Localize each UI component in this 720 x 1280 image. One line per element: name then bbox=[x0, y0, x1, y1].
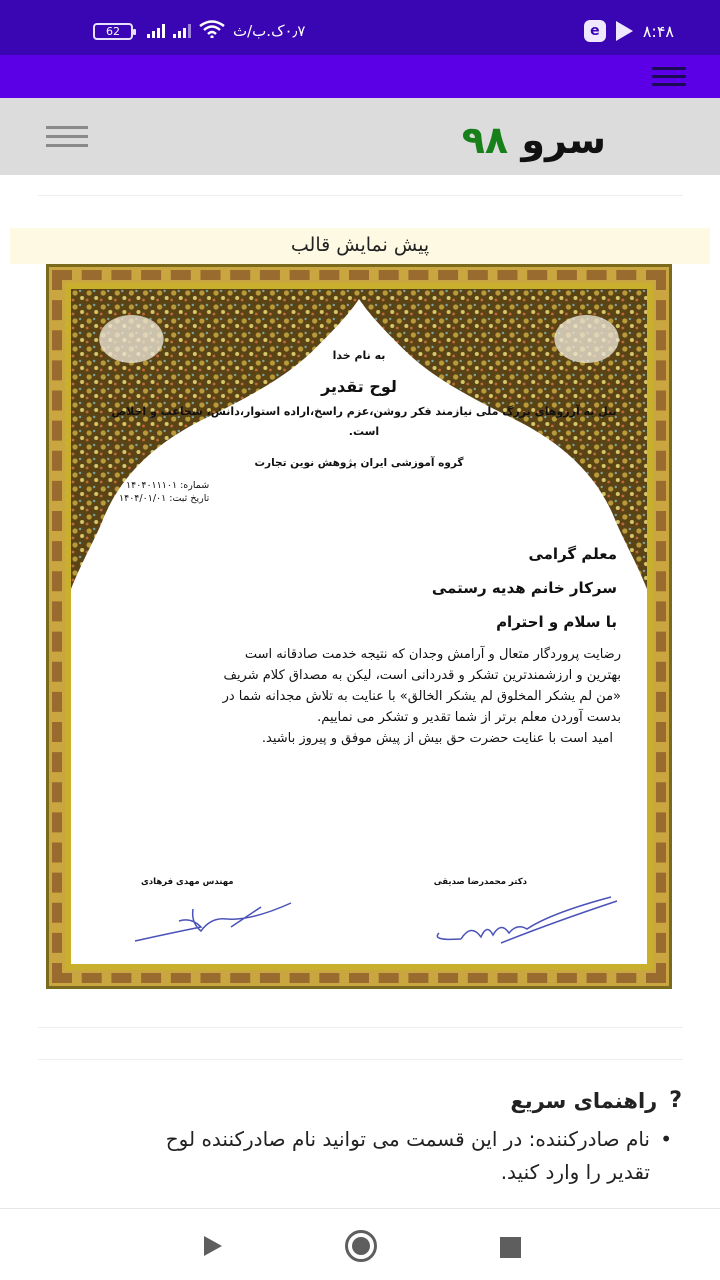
network-speed: ۰٫۷ک.ب/ث bbox=[233, 22, 306, 40]
system-nav-bar bbox=[0, 1208, 720, 1280]
preview-heading: پیش نمایش قالب bbox=[10, 228, 710, 264]
number-value: ۱۴۰۴۰۱۱۱۰۱ bbox=[126, 480, 178, 491]
date-label: تاریخ ثبت: bbox=[169, 493, 210, 504]
recents-icon[interactable] bbox=[500, 1237, 521, 1258]
certificate-body bbox=[93, 644, 621, 749]
certificate-frame bbox=[46, 264, 672, 989]
clock: ۸:۴۸ bbox=[642, 21, 674, 41]
help-title bbox=[42, 1088, 682, 1113]
certificate-motto: نیل به آرزوهای بزرگ ملی نیازمند فکر روشن،عزم راسخ،اراده استوار،دانش، شجاعت و اخلاص است. bbox=[111, 405, 617, 438]
divider bbox=[38, 195, 683, 196]
battery-level: 62 bbox=[106, 24, 120, 38]
greeting-line-3: با سلام و احترام bbox=[496, 613, 617, 631]
body-line: رضایت پروردگار متعال و آرامش وجدان که نتیجه خدمت صادقانه است bbox=[244, 647, 621, 662]
signer-left-name: مهندس مهدی فرهادی bbox=[141, 877, 234, 887]
certificate-paper bbox=[65, 283, 653, 970]
app-icon: e bbox=[584, 20, 606, 42]
recipient-name: سرکار خانم هدیه رستمی bbox=[431, 579, 617, 597]
signal-icon bbox=[173, 24, 191, 38]
body-line: «من لم یشکر المخلوق لم یشکر الخالق» با عنایت به تلاش مجدانه شما در bbox=[222, 689, 621, 704]
logo-number: ۹۸ bbox=[461, 118, 509, 162]
signal-icon bbox=[147, 24, 165, 38]
signature-left bbox=[131, 897, 301, 947]
home-icon[interactable] bbox=[345, 1230, 377, 1262]
signer-right-name: دکتر محمدرضا صدیقی bbox=[433, 877, 527, 887]
site-menu-icon[interactable] bbox=[46, 126, 88, 148]
signature-right bbox=[431, 893, 621, 953]
menu-icon[interactable] bbox=[652, 67, 686, 87]
back-icon[interactable] bbox=[204, 1236, 222, 1256]
number-label: شماره: bbox=[180, 480, 210, 491]
certificate-title: لوح تقدیر bbox=[321, 377, 397, 396]
organization-name: گروه آموزشی ایران پژوهش نوین تجارت bbox=[254, 457, 464, 469]
divider bbox=[38, 1027, 683, 1028]
certificate-content bbox=[71, 289, 647, 964]
certificate-meta bbox=[119, 479, 209, 505]
status-left bbox=[93, 20, 305, 42]
body-line: بدست آوردن معلم برتر از شما تقدیر و تشکر می نماییم. bbox=[317, 710, 621, 725]
body-line: بهترین و ارزشمندترین تشکر و قدردانی است، لیکن به مصداق کلام شریف bbox=[223, 668, 621, 683]
play-store-icon bbox=[616, 21, 633, 41]
body-line: امید است با عنایت حضرت حق بیش از پیش موفق و پیروز باشید. bbox=[261, 731, 613, 746]
site-header bbox=[0, 98, 720, 175]
quick-help bbox=[42, 1088, 682, 1189]
help-list bbox=[42, 1123, 682, 1189]
help-item: • نام صادرکننده: در این قسمت می توانید نام صادرکننده لوح تقدیر را وارد کنید. bbox=[42, 1123, 672, 1189]
divider bbox=[38, 1059, 683, 1060]
bismillah: به نام خدا bbox=[332, 349, 386, 362]
status-right bbox=[584, 20, 674, 42]
greeting-line-1: معلم گرامی bbox=[528, 545, 617, 563]
status-bar bbox=[0, 0, 720, 55]
site-logo[interactable] bbox=[462, 118, 606, 162]
battery-icon bbox=[93, 23, 133, 40]
wifi-icon bbox=[199, 20, 225, 42]
app-bar bbox=[0, 55, 720, 98]
logo-word: سرو bbox=[521, 118, 606, 162]
date-value: ۱۴۰۴/۰۱/۰۱ bbox=[119, 493, 167, 504]
question-icon: ? bbox=[669, 1088, 682, 1113]
help-title-text: راهنمای سریع bbox=[510, 1088, 658, 1113]
